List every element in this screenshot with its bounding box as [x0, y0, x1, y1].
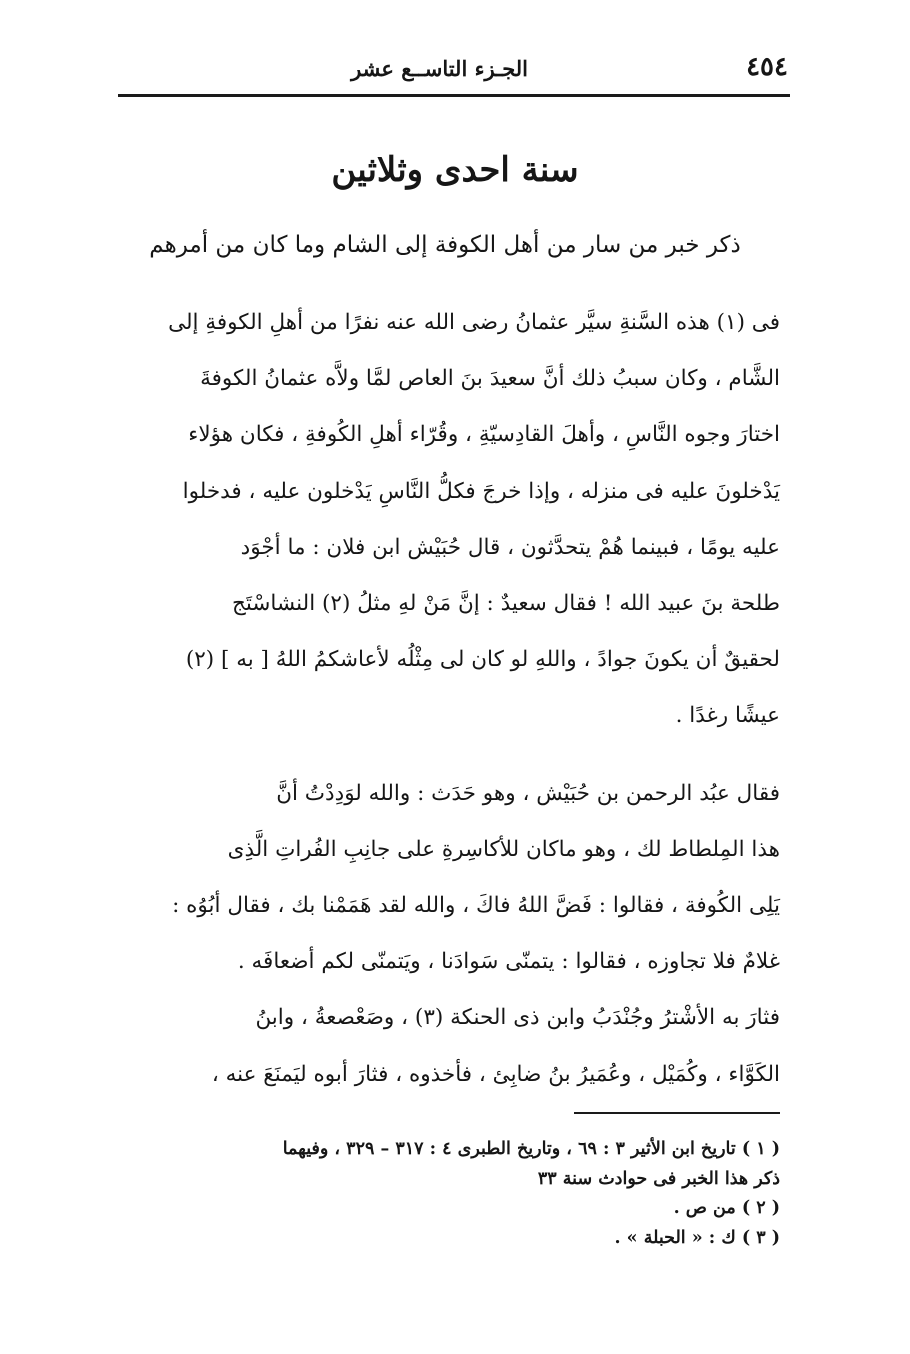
text-line: اختارَ وجوه النَّاسِ ، وأهلَ القادِسيّةِ ، وقُرّاء أهلِ الكُوفةِ ، فكان هؤلاء	[188, 422, 780, 448]
text-line: عليه يومًا ، فبينما هُمْ يتحدَّثون ، قال حُبَيْش ابن فلان : ما أجْوَد	[240, 534, 780, 560]
text-line: طلحة بنَ عبيد الله ! فقال سعيدٌ : إنَّ مَنْ لهِ مثلُ (٢) النشاسْتَج	[232, 591, 780, 617]
footnote-line: ( ٣ ) ك : « الحبلة » .	[614, 1227, 780, 1248]
text-line: فثارَ به الأشْترُ وجُنْدَبُ وابن ذى الحنكة (٣) ، وصَعْصعةُ ، وابنُ	[255, 1005, 780, 1031]
footnote-line: ( ١ ) تاريخ ابن الأثير ٣ : ٦٩ ، وتاريخ الطبرى ٤ : ٣١٧ – ٣٢٩ ، وفيهما	[282, 1139, 780, 1159]
page-header	[118, 50, 788, 90]
paragraph-2	[120, 766, 780, 1103]
text-line: يَلِى الكُوفة ، فقالوا : فَضَّ اللهُ فاكَ ، والله لقد هَمَمْنا بك ، فقال أبُوُه :	[172, 893, 780, 919]
text-line: هذا المِلطاط لك ، وهو ماكان للأكاسِرةِ على جانِبِ الفُراتِ الَّذِى	[227, 836, 780, 862]
page-number: ٤٥٤	[746, 52, 788, 82]
chapter-title: سنة احدى وثلاثين	[331, 150, 579, 190]
running-head: الجـزء التاســع عشر	[351, 56, 528, 81]
footnote-line: ذكر هذا الخبر فى حوادث سنة ٣٣	[537, 1168, 780, 1189]
footnotes	[120, 1135, 780, 1253]
header-rule	[118, 94, 790, 97]
text-line: يَدْخلونَ عليه فى منزله ، وإذا خرجَ فكلُّ النَّاسِ يَدْخلون عليه ، فدخلوا	[182, 478, 780, 504]
footnote-rule	[574, 1112, 780, 1114]
body-text	[120, 295, 780, 1103]
section-heading: ذكر خبر من سار من أهل الكوفة إلى الشام وما كان من أمرهم	[149, 232, 741, 258]
text-line: الشَّام ، وكان سببُ ذلك أنَّ سعيدَ بنَ العاص لمَّا ولاَّه عثمانُ الكوفةَ	[200, 366, 780, 392]
paragraph-1	[120, 295, 780, 745]
text-line: فقال عبُد الرحمن بن حُبَيْش ، وهو حَدَث : والله لوَدِدْتُ أنَّ	[276, 780, 780, 806]
footnote-line: ( ٢ ) من ص .	[673, 1198, 780, 1218]
text-line: فى (١) هذه السَّنةِ سيَّر عثمانُ رضى الله عنه نفرًا من أهلِ الكوفةِ إلى	[168, 310, 780, 335]
text-line: لحقيقٌ أن يكونَ جوادً ، واللهِ لو كان لى مِثْلُه لأعاشكمُ اللهُ [ به ] (٢)	[185, 647, 780, 673]
text-line: عيشًا رغدًا .	[675, 703, 780, 729]
text-line: غلامٌ فلا تجاوزه ، فقالوا : يتمنّى سَوادَنا ، ويَتمنّى لكم أضعافَه .	[237, 949, 780, 975]
text-line: الكَوَّاء ، وكُمَيْل ، وعُمَيرُ بنُ ضابِئ ، فأخذوه ، فثارَ أبوه ليَمنَعَ عنه ،	[211, 1061, 780, 1087]
